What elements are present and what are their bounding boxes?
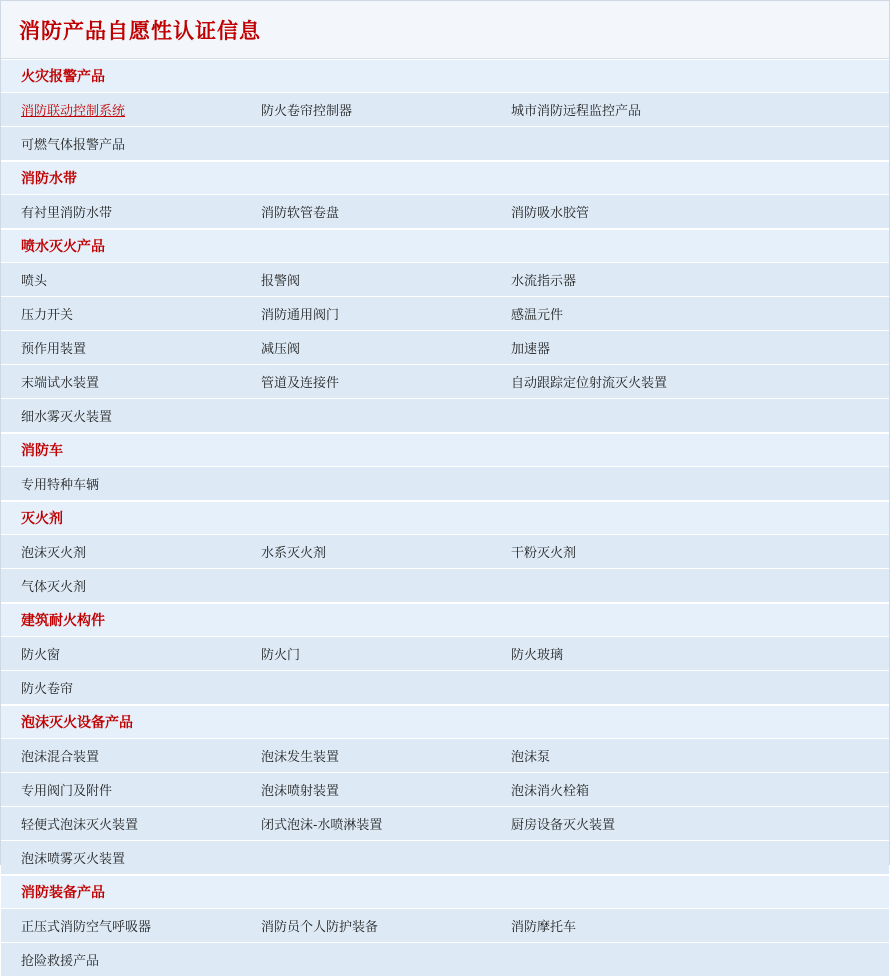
product-item-empty (261, 671, 511, 704)
product-item[interactable]: 消防摩托车 (511, 919, 577, 934)
product-item[interactable]: 末端试水装置 (21, 375, 100, 390)
product-row (1, 841, 889, 875)
category-title: 火灾报警产品 (1, 59, 889, 93)
product-item[interactable]: 专用特种车辆 (21, 477, 100, 492)
product-row (1, 399, 889, 433)
product-row (1, 739, 889, 773)
product-item-empty (261, 467, 511, 500)
product-item[interactable]: 防火卷帘控制器 (261, 103, 353, 118)
product-item[interactable]: 喷头 (21, 273, 48, 288)
product-row (1, 943, 889, 977)
page-header (1, 1, 889, 59)
product-item[interactable]: 可燃气体报警产品 (21, 137, 126, 152)
product-item[interactable]: 泡沫发生装置 (261, 749, 340, 764)
product-item-empty (511, 943, 881, 976)
product-row (1, 331, 889, 365)
category-title: 消防车 (1, 433, 889, 467)
product-category (1, 229, 889, 433)
product-item[interactable]: 消防软管卷盘 (261, 205, 340, 220)
product-item[interactable]: 预作用装置 (21, 341, 87, 356)
product-category (1, 875, 889, 977)
product-item-empty (511, 841, 881, 874)
product-category (1, 603, 889, 705)
product-item[interactable]: 有衬里消防水带 (21, 205, 113, 220)
product-item[interactable]: 正压式消防空气呼吸器 (21, 919, 152, 934)
product-item-empty (261, 943, 511, 976)
product-row (1, 637, 889, 671)
product-item[interactable]: 专用阀门及附件 (21, 783, 113, 798)
product-item[interactable]: 防火卷帘 (21, 681, 74, 696)
product-category (1, 161, 889, 229)
category-title: 灭火剂 (1, 501, 889, 535)
category-title: 建筑耐火构件 (1, 603, 889, 637)
product-item[interactable]: 气体灭火剂 (21, 579, 87, 594)
category-title: 喷水灭火产品 (1, 229, 889, 263)
product-item[interactable]: 厨房设备灭火装置 (511, 817, 616, 832)
product-item[interactable]: 闭式泡沫-水喷淋装置 (261, 817, 383, 832)
product-row (1, 93, 889, 127)
product-item[interactable]: 自动跟踪定位射流灭火装置 (511, 375, 668, 390)
product-row (1, 263, 889, 297)
product-item[interactable]: 报警阀 (261, 273, 301, 288)
product-item[interactable]: 压力开关 (21, 307, 74, 322)
product-item[interactable]: 泡沫喷射装置 (261, 783, 340, 798)
product-item-empty (261, 569, 511, 602)
product-row (1, 297, 889, 331)
product-item[interactable]: 轻便式泡沫灭火装置 (21, 817, 139, 832)
product-item[interactable]: 泡沫喷雾灭火装置 (21, 851, 126, 866)
product-item[interactable]: 加速器 (511, 341, 551, 356)
product-row (1, 569, 889, 603)
product-item[interactable]: 消防吸水胶管 (511, 205, 590, 220)
product-item-empty (261, 399, 511, 432)
product-row (1, 127, 889, 161)
product-item[interactable]: 防火玻璃 (511, 647, 564, 662)
product-item[interactable] (1, 93, 261, 126)
product-row (1, 195, 889, 229)
product-row (1, 365, 889, 399)
product-item[interactable]: 泡沫泵 (511, 749, 551, 764)
product-item[interactable]: 抢险救援产品 (21, 953, 100, 968)
product-row (1, 467, 889, 501)
product-item[interactable]: 城市消防远程监控产品 (511, 103, 642, 118)
product-item[interactable]: 感温元件 (511, 307, 564, 322)
product-row (1, 671, 889, 705)
product-category (1, 705, 889, 875)
product-item-empty (511, 399, 881, 432)
product-item[interactable]: 减压阀 (261, 341, 301, 356)
product-category (1, 501, 889, 603)
product-item[interactable]: 防火窗 (21, 647, 61, 662)
product-item-empty (511, 671, 881, 704)
product-item-empty (511, 569, 881, 602)
product-row (1, 773, 889, 807)
product-category (1, 433, 889, 501)
category-title: 泡沫灭火设备产品 (1, 705, 889, 739)
product-item[interactable]: 干粉灭火剂 (511, 545, 577, 560)
product-item[interactable]: 水流指示器 (511, 273, 577, 288)
product-category (1, 59, 889, 161)
product-item[interactable]: 泡沫消火栓箱 (511, 783, 590, 798)
product-item-empty (511, 467, 881, 500)
product-row (1, 807, 889, 841)
product-item[interactable]: 消防员个人防护装备 (261, 919, 379, 934)
product-item[interactable]: 防火门 (261, 647, 301, 662)
product-row (1, 909, 889, 943)
product-row (1, 535, 889, 569)
category-title: 消防装备产品 (1, 875, 889, 909)
product-link[interactable]: 消防联动控制系统 (21, 103, 126, 118)
product-item[interactable]: 细水雾灭火装置 (21, 409, 113, 424)
product-item[interactable]: 泡沫灭火剂 (21, 545, 87, 560)
product-item[interactable]: 管道及连接件 (261, 375, 340, 390)
certification-catalog (1, 59, 889, 977)
product-item-empty (261, 127, 511, 160)
product-item[interactable]: 消防通用阀门 (261, 307, 340, 322)
product-item[interactable]: 泡沫混合装置 (21, 749, 100, 764)
product-item-empty (511, 127, 881, 160)
product-item-empty (261, 841, 511, 874)
product-item[interactable]: 水系灭火剂 (261, 545, 327, 560)
page-title: 消防产品自愿性认证信息 (19, 19, 261, 43)
category-title: 消防水带 (1, 161, 889, 195)
